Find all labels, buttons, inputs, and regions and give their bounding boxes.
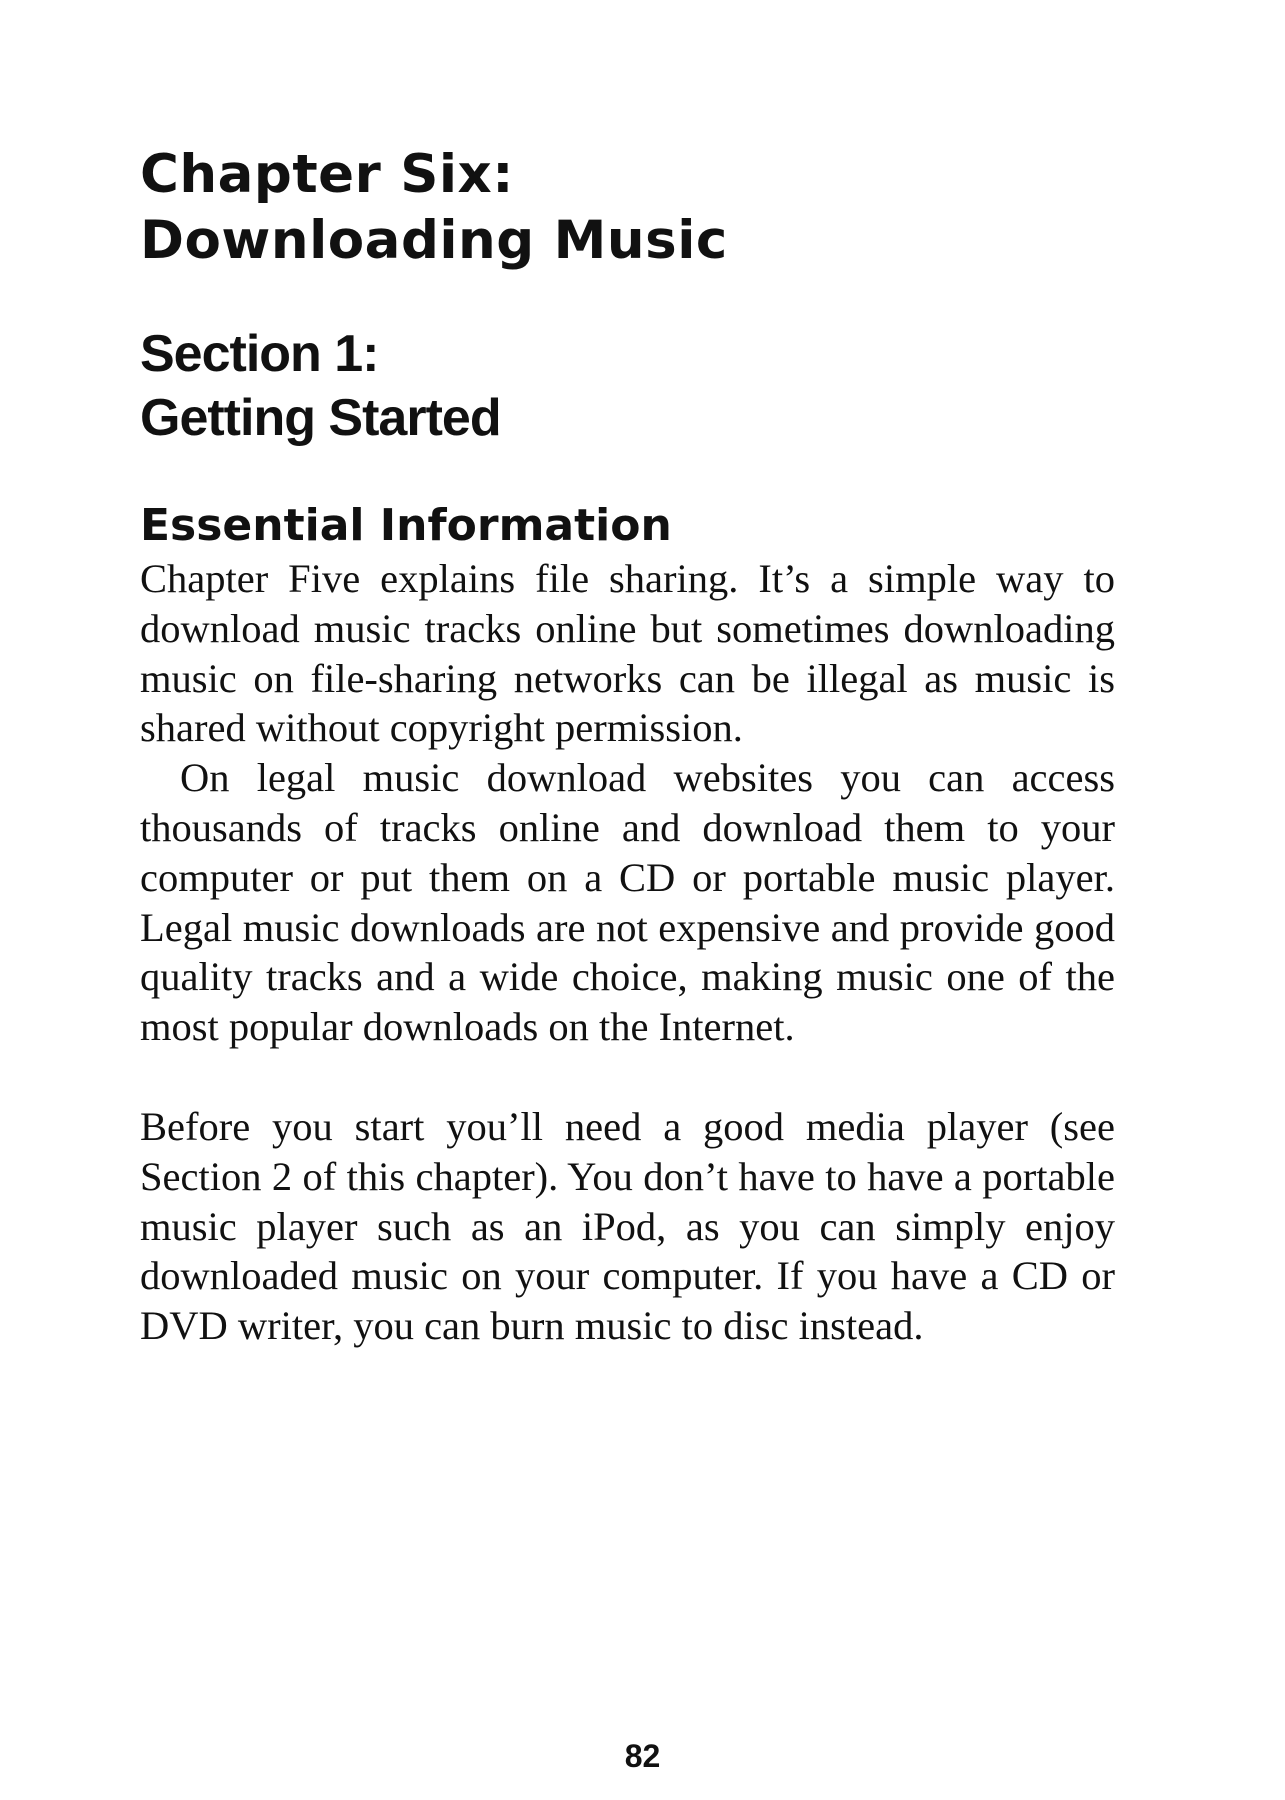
- paragraph-1: Chapter Five explains file sharing. It’s a simple way to download music tracks online but sometimes downloading music on file-sharing networks can be illegal as music is shared without copyright permission.: [140, 556, 1115, 751]
- section-title-line2: Getting Started: [140, 389, 501, 447]
- subsection-title: Essential Information: [140, 500, 672, 551]
- section-title: [140, 322, 501, 450]
- chapter-title-line2: Downloading Music: [140, 210, 728, 271]
- paragraph-3: Before you start you’ll need a good media player (see Section 2 of this chapter). You don’t have to have a portable music player such as an iPod, as you can simply enjoy downloaded music on your computer. If you have a CD or DVD writer, you can burn music to disc instead.: [140, 1103, 1115, 1349]
- document-page: [140, 0, 1115, 1800]
- chapter-title-line1: Chapter Six:: [140, 144, 514, 205]
- chapter-title: [140, 142, 728, 274]
- section-title-line1: Section 1:: [140, 325, 379, 383]
- page-number: 82: [624, 1738, 661, 1774]
- paragraph-2: On legal music download websites you can access thousands of tracks online and download them to your computer or put them on a CD or portable music player. Legal music downloads are not expensive and provide good quality tracks and a wide choice, making music one of the most popular downloads on the Internet.: [140, 755, 1115, 1050]
- body-text: [140, 554, 1115, 1351]
